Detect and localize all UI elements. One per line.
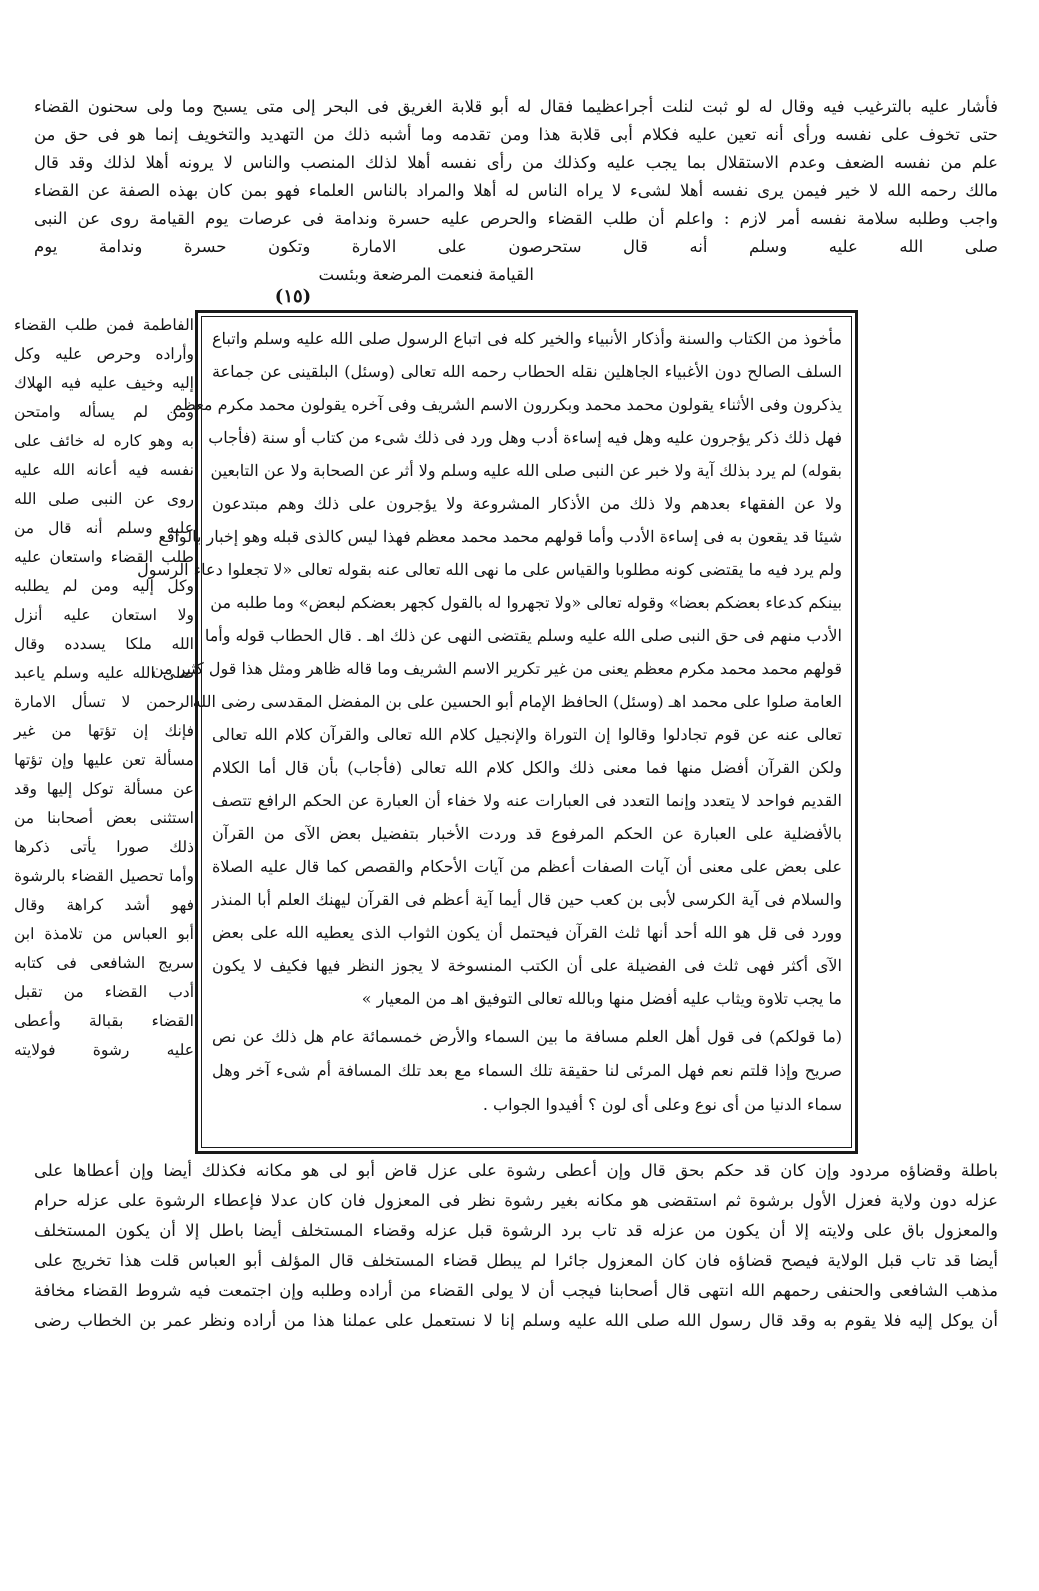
text-line: مذهب الشافعى والحنفى رحمهم الله انتهى قال أصحابنا فيجب أن لا يولى القضاء من أراده وطلبه وإن اجتمعت فيه شروط القضاء مخافة: [34, 1281, 998, 1300]
side-line: ذلك صورا يأتى ذكرها: [14, 838, 194, 856]
box-line: بينكم كدعاء بعضكم بعضا» وقوله تعالى «ولا تجهروا له بالقول كجهر بعضكم لبعض» وما طلبه من: [210, 593, 842, 612]
text-line: عزله دون ولاية فعزل الأول برشوة ثم استقضى هو مكانه بغير رشوة نظر فى المعزول فان كان عدلا فإعطاء الرشوة على عزله حرام: [34, 1191, 998, 1210]
box-line: الآى أكثر فهى ثلث فى الفضيلة على أن الكتب المنسوخة لا يجوز النظر فيها فكيف لا يكون: [212, 956, 842, 975]
box-line: بقوله) لم يرد بذلك آية ولا خبر عن النبى صلى الله عليه وسلم ولا أثر عن الصحابة ولا عن التابعين: [210, 461, 842, 480]
box-line: وورد فى قل هو الله أحد أنها ثلث القرآن فيحتمل أن يكون الثواب الذى يعطيه الله على بعض: [212, 923, 842, 942]
box-line: العامة صلوا على محمد اهـ (وسئل) الحافظ الإمام أبو الحسين على بن المفضل المقدسى رضى الله: [192, 692, 842, 711]
box-line: ولم يرد فيه ما يقتضى كونه مطلوبا والقياس على ما نهى الله تعالى عنه بقوله تعالى «لا تجعلوا دعاء الرسول: [137, 560, 842, 579]
side-line: ولا استعان عليه أنزل: [14, 606, 194, 624]
side-line: عليه وسلم أنه قال من: [14, 519, 194, 537]
side-line: استثنى بعض أصحابنا من: [14, 809, 194, 827]
side-line: نفسه فيه أعانه الله عليه: [14, 461, 194, 479]
text-line: حتى تخوف على نفسه ورأى أنه تعين عليه فكلام أبى قلابة هذا ومن تقدمه وما أشبه ذلك من التهديد والتخويف إنما هو فى حق من: [34, 125, 998, 144]
side-line: الله ملكا يسدده وقال: [14, 635, 194, 653]
text-line: أن يوكل إليه فلا يقوم به وقد قال رسول الله صلى الله عليه وسلم إنا لا نستعمل على عملنا هذا من أراده ونظر عمر بن الخطاب رضى: [34, 1311, 998, 1330]
side-line: القضاء بقبالة وأعطى: [14, 1012, 194, 1030]
side-line: عن مسألة توكل إليها وقد: [14, 780, 194, 798]
box-line: ولا عن الفقهاء بعدهم ولا ذلك من الأذكار المشروعة ولا يؤجرون على ذلك وهم مبتدعون: [212, 494, 843, 513]
text-line: أيضا قد تاب قبل الولاية فيصح قضاؤه فان كان المعزول جائرا لم يبطل قضاء المستخلف قال المؤلف أبو العباس قلت هذا تخريج على: [34, 1251, 998, 1270]
box-line: (ما قولكم) فى قول أهل العلم مسافة ما بين السماء والأرض خمسمائة عام هل ذلك عن نص: [212, 1027, 842, 1046]
box-line: ما يجب تلاوة ويثاب عليه أفضل منها وبالله تعالى التوفيق اهـ من المعيار »: [361, 989, 842, 1008]
box-line: سماء الدنيا من أى نوع وعلى أى لون ؟ أفيدوا الجواب .: [482, 1095, 842, 1114]
box-line: فهل ذلك ذكر يؤجرون عليه وهل فيه إساءة أدب وهل ورد فى ذلك شىء من كتاب أو سنة (فأجاب: [208, 428, 842, 447]
box-line: شيئا قد يقعون به فى إساءة الأدب وأما قولهم محمد محمد معظم فهذا ليس كالذى قبله وهو إخبار بالواقع: [158, 527, 842, 546]
box-line: والسلام فى آية الكرسى لأبى بن كعب حين قال أيما آية أعظم فى القرآن ليهنك العلم أبا المنذر: [212, 890, 842, 909]
page-number: (١٥): [274, 286, 312, 307]
side-line: ومن لم يسأله وامتحن: [14, 403, 194, 421]
box-line: صريح وإذا قلتم نعم فهل المرئى لنا حقيقة تلك السماء مع بعد تلك المسافة أم شىء آخر وهل: [212, 1061, 842, 1080]
side-line: وكل إليه ومن لم يطلبه: [14, 577, 194, 595]
side-line: إليه وخيف عليه فيه الهلاك: [14, 374, 194, 392]
box-line: على بعض على معنى أن آيات الصفات أعظم من آيات الأحكام والقصص كما قال عليه الصلاة: [212, 857, 842, 876]
side-line: فإنك إن تؤتها من غير: [14, 722, 194, 740]
text-line: واجب وطلبه سلامة نفسه أمر لازم : واعلم أن طلب القضاء والحرص عليه حسرة وندامة فى عرصات يوم القيامة روى عن النبى: [34, 209, 998, 228]
box-line: تعالى عنه عن قوم تجادلوا وقالوا إن التوراة والإنجيل كلام الله تعالى والقرآن كلام الله تعالى: [212, 725, 842, 744]
box-line: يذكرون وفى الأثناء يقولون محمد محمد وبكررون الاسم الشريف وفى آخره يقولون محمد مكرم معظم: [172, 395, 842, 414]
side-line: به وهو كاره له خائف على: [14, 432, 194, 450]
side-line: روى عن النبى صلى الله: [14, 490, 194, 508]
side-line: الرحمن لا تسأل الامارة: [14, 693, 194, 711]
side-line: وأراده وحرص عليه وكل: [14, 345, 194, 363]
box-line: بالأفضلية على العبارة عن الحكم المرفوع قد وردت الأخبار بتفضيل بعض الآى من القرآن: [212, 824, 843, 843]
box-line: القديم فواحد لا يتعدد وإنما التعدد فى العبارات عنه ولا خفاء أن العبارة عن الحكم الرافع تتصف: [212, 791, 842, 810]
box-line: قولهم محمد محمد مكرم معظم يعنى من غير تكرير الاسم الشريف وما قاله ظاهر ومثل هذا قول كثير من: [151, 659, 842, 678]
side-line: وأما تحصيل القضاء بالرشوة: [14, 867, 194, 885]
text-line-tail: القيامة فنعمت المرضعة وبئست: [318, 265, 534, 284]
text-line: مالك رحمه الله لا خير فيمن يرى نفسه أهلا لشىء لا يراه الناس له أهلا والمراد بالناس العلماء فهو بمن كان بهذه الصفة عن القضاء: [34, 181, 998, 200]
side-line: فهو أشد كراهة وقال: [14, 896, 194, 914]
side-line: أدب القضاء من تقبل: [14, 983, 194, 1001]
side-line: طلب القضاء واستعان عليه: [14, 548, 194, 566]
side-line: مسألة تعن عليها وإن تؤتها: [14, 751, 194, 769]
side-line: عليه رشوة فولايته: [14, 1041, 194, 1059]
side-line: الفاطمة فمن طلب القضاء: [14, 316, 194, 334]
text-line: فأشار عليه بالترغيب فيه وقال له لو ثبت لنلت أجراعظيما فقال له أبو قلابة الغريق فى البحر إلى متى يسبح وما ولى سحنون القضاء: [34, 97, 998, 116]
side-line: صلى الله عليه وسلم ياعبد: [14, 664, 194, 682]
box-line: مأخوذ من الكتاب والسنة وأذكار الأنبياء والخير كله فى اتباع الرسول صلى الله عليه وسلم واتباع: [212, 329, 842, 348]
box-line: الأدب منهم فى حق النبى صلى الله عليه وسلم يقتضى النهى عن ذلك اهـ . قال الحطاب قوله وأما: [204, 626, 842, 645]
box-line: ولكن القرآن أفضل منها فما معنى ذلك والكل كلام الله تعالى (فأجاب) بأن قال أما الكلام: [212, 758, 842, 777]
box-line: السلف الصالح دون الأغبياء الجاهلين نقله الحطاب رحمه الله تعالى (وسئل) البلقينى عن جماعة: [212, 362, 842, 381]
side-line: أبو العباس من تلامذة ابن: [14, 925, 194, 943]
side-line: سريج الشافعى فى كتابه: [14, 954, 194, 972]
text-line: صلى الله عليه وسلم أنه قال ستحرصون على الامارة وتكون حسرة وندامة يوم: [34, 237, 998, 256]
text-line: والمعزول باق على ولايته إلا أن يكون من عزله قد تاب برد الرشوة قبل عزله وقضاء المستخلف أيضا باطل إلا أن يكون المستخلف: [34, 1221, 998, 1240]
text-line: باطلة وقضاؤه مردود وإن كان قد حكم بحق قال وإن أعطى رشوة على عزل قاض أبو لى هو مكانه فكذلك أيضا وإن أعطاها على: [34, 1161, 998, 1180]
text-line: علم من نفسه الضعف وعدم الاستقلال بما يجب عليه وكذلك من رأى نفسه أهلا لذلك المنصب والناس لا يرونه أهلا لذلك وقد قال: [34, 153, 998, 172]
